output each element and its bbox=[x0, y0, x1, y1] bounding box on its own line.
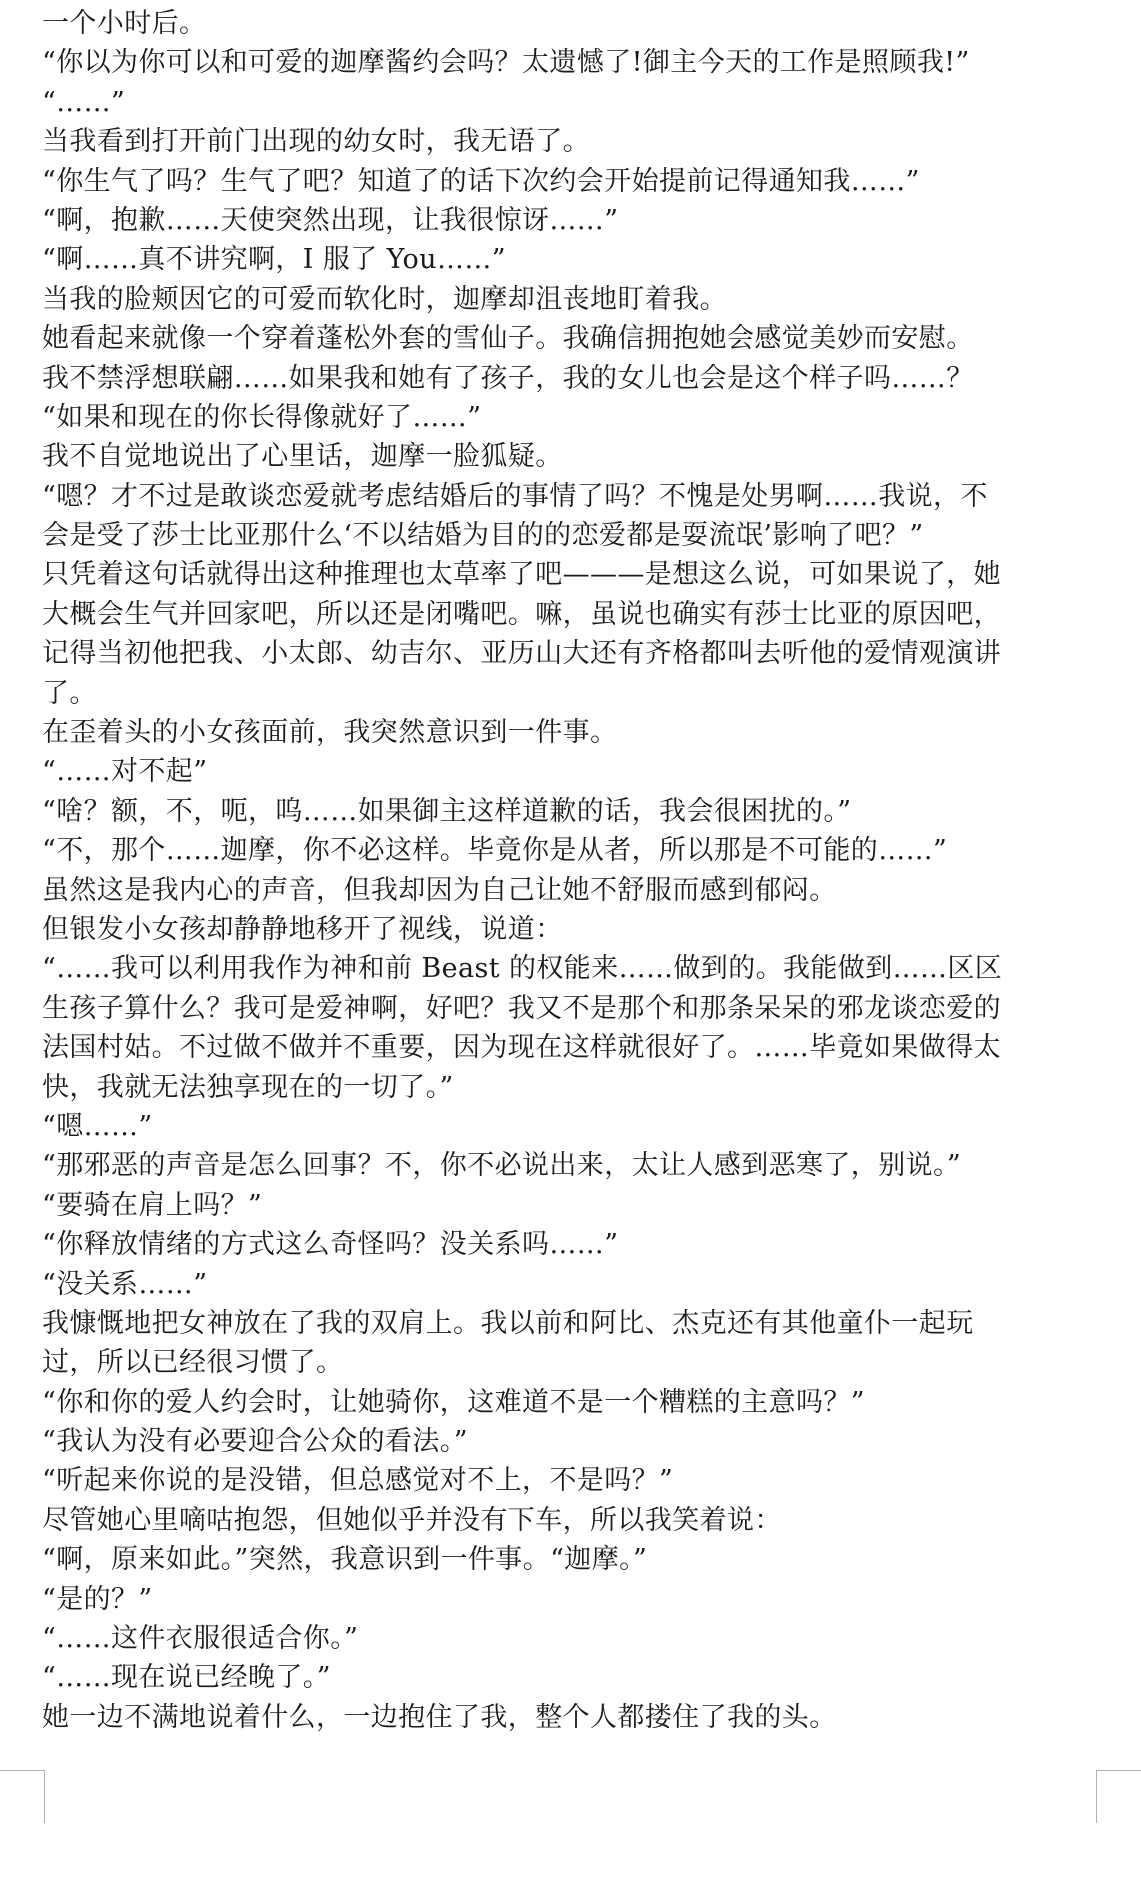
text-line: “啊……真不讲究啊，I 服了 You……” bbox=[42, 244, 506, 276]
page-margin-marker-left bbox=[0, 1770, 45, 1823]
text-line: “嗯？才不过是敢谈恋爱就考虑结婚后的事情了吗？不愧是处男啊……我说，不 bbox=[42, 480, 988, 512]
text-line: “要骑在肩上吗？” bbox=[42, 1189, 263, 1221]
text-line: 过，所以已经很习惯了。 bbox=[42, 1347, 344, 1379]
text-line: 一个小时后。 bbox=[42, 8, 207, 39]
text-line: “没关系……” bbox=[42, 1268, 208, 1300]
text-line: 生孩子算什么？我可是爱神啊，好吧？我又不是那个和那条呆呆的邪龙谈恋爱的 bbox=[42, 992, 1001, 1024]
text-line: “你生气了吗？生气了吧？知道了的话下次约会开始提前记得通知我……” bbox=[42, 165, 920, 197]
text-line: “……对不起” bbox=[42, 756, 208, 788]
text-line: 她看起来就像一个穿着蓬松外套的雪仙子。我确信拥抱她会感觉美妙而安慰。 bbox=[42, 323, 974, 355]
document-body bbox=[42, 4, 1102, 1737]
text-line: 记得当初他把我、小太郎、幼吉尔、亚历山大还有齐格都叫去听他的爱情观演讲 bbox=[42, 638, 1001, 670]
text-line: “……” bbox=[42, 86, 126, 118]
text-line: “那邪恶的声音是怎么回事？不，你不必说出来，太让人感到恶寒了，别说。” bbox=[42, 1150, 962, 1182]
text-line: 会是受了莎士比亚那什么‘不以结婚为目的的恋爱都是耍流氓’影响了吧？” bbox=[42, 520, 924, 552]
text-line: “如果和现在的你长得像就好了……” bbox=[42, 401, 482, 433]
text-line: 她一边不满地说着什么，一边抱住了我，整个人都搂住了我的头。 bbox=[42, 1701, 837, 1733]
text-line: 但银发小女孩却静静地移开了视线，说道： bbox=[42, 913, 563, 945]
text-line: 法国村姑。不过做不做并不重要，因为现在这样就很好了。……毕竟如果做得太 bbox=[42, 1032, 1001, 1064]
text-line: “啥？额，不，呃，呜……如果御主这样道歉的话，我会很困扰的。” bbox=[42, 795, 852, 827]
text-line: 在歪着头的小女孩面前，我突然意识到一件事。 bbox=[42, 717, 618, 749]
text-line: “不，那个……迦摩，你不必这样。毕竟你是从者，所以那是不可能的……” bbox=[42, 835, 948, 867]
page-margin-marker-right bbox=[1096, 1770, 1141, 1823]
text-line: “听起来你说的是没错，但总感觉对不上，不是吗？” bbox=[42, 1465, 674, 1497]
text-line: 虽然这是我内心的声音，但我却因为自己让她不舒服而感到郁闷。 bbox=[42, 874, 837, 906]
text-line: 只凭着这句话就得出这种推理也太草率了吧———是想这么说，可如果说了，她 bbox=[42, 559, 1001, 591]
text-line: “我认为没有必要迎合公众的看法。” bbox=[42, 1426, 468, 1458]
text-line: 尽管她心里嘀咕抱怨，但她似乎并没有下车，所以我笑着说： bbox=[42, 1504, 782, 1536]
text-line: “是的？” bbox=[42, 1583, 153, 1615]
text-line: “……现在说已经晚了。” bbox=[42, 1662, 331, 1694]
text-line: “你以为你可以和可爱的迦摩酱约会吗？太遗憾了!御主今天的工作是照顾我!” bbox=[42, 47, 970, 79]
text-line: 我不禁浮想联翩……如果我和她有了孩子，我的女儿也会是这个样子吗……？ bbox=[42, 362, 974, 394]
text-line: “你释放情绪的方式这么奇怪吗？没关系吗……” bbox=[42, 1229, 619, 1261]
text-line: “嗯……” bbox=[42, 1110, 153, 1142]
text-line: “……我可以利用我作为神和前 Beast 的权能来……做到的。我能做到……区区 bbox=[42, 953, 1003, 985]
text-line: 当我的脸颊因它的可爱而软化时，迦摩却沮丧地盯着我。 bbox=[42, 283, 727, 315]
text-line: “啊，原来如此。”突然，我意识到一件事。“迦摩。” bbox=[42, 1544, 648, 1576]
text-line: 快，我就无法独享现在的一切了。” bbox=[42, 1071, 454, 1103]
text-line: “你和你的爱人约会时，让她骑你，这难道不是一个糟糕的主意吗？” bbox=[42, 1386, 866, 1418]
text-line: 我慷慨地把女神放在了我的双肩上。我以前和阿比、杰克还有其他童仆一起玩 bbox=[42, 1307, 974, 1339]
text-line: 我不自觉地说出了心里话，迦摩一脸狐疑。 bbox=[42, 441, 563, 473]
text-line: 当我看到打开前门出现的幼女时，我无语了。 bbox=[42, 126, 590, 158]
text-line: “啊，抱歉……天使突然出现，让我很惊讶……” bbox=[42, 204, 619, 236]
text-line: “……这件衣服很适合你。” bbox=[42, 1623, 359, 1655]
text-line: 大概会生气并回家吧，所以还是闭嘴吧。嘛，虽说也确实有莎士比亚的原因吧， bbox=[42, 598, 1001, 630]
text-line: 了。 bbox=[42, 677, 97, 709]
